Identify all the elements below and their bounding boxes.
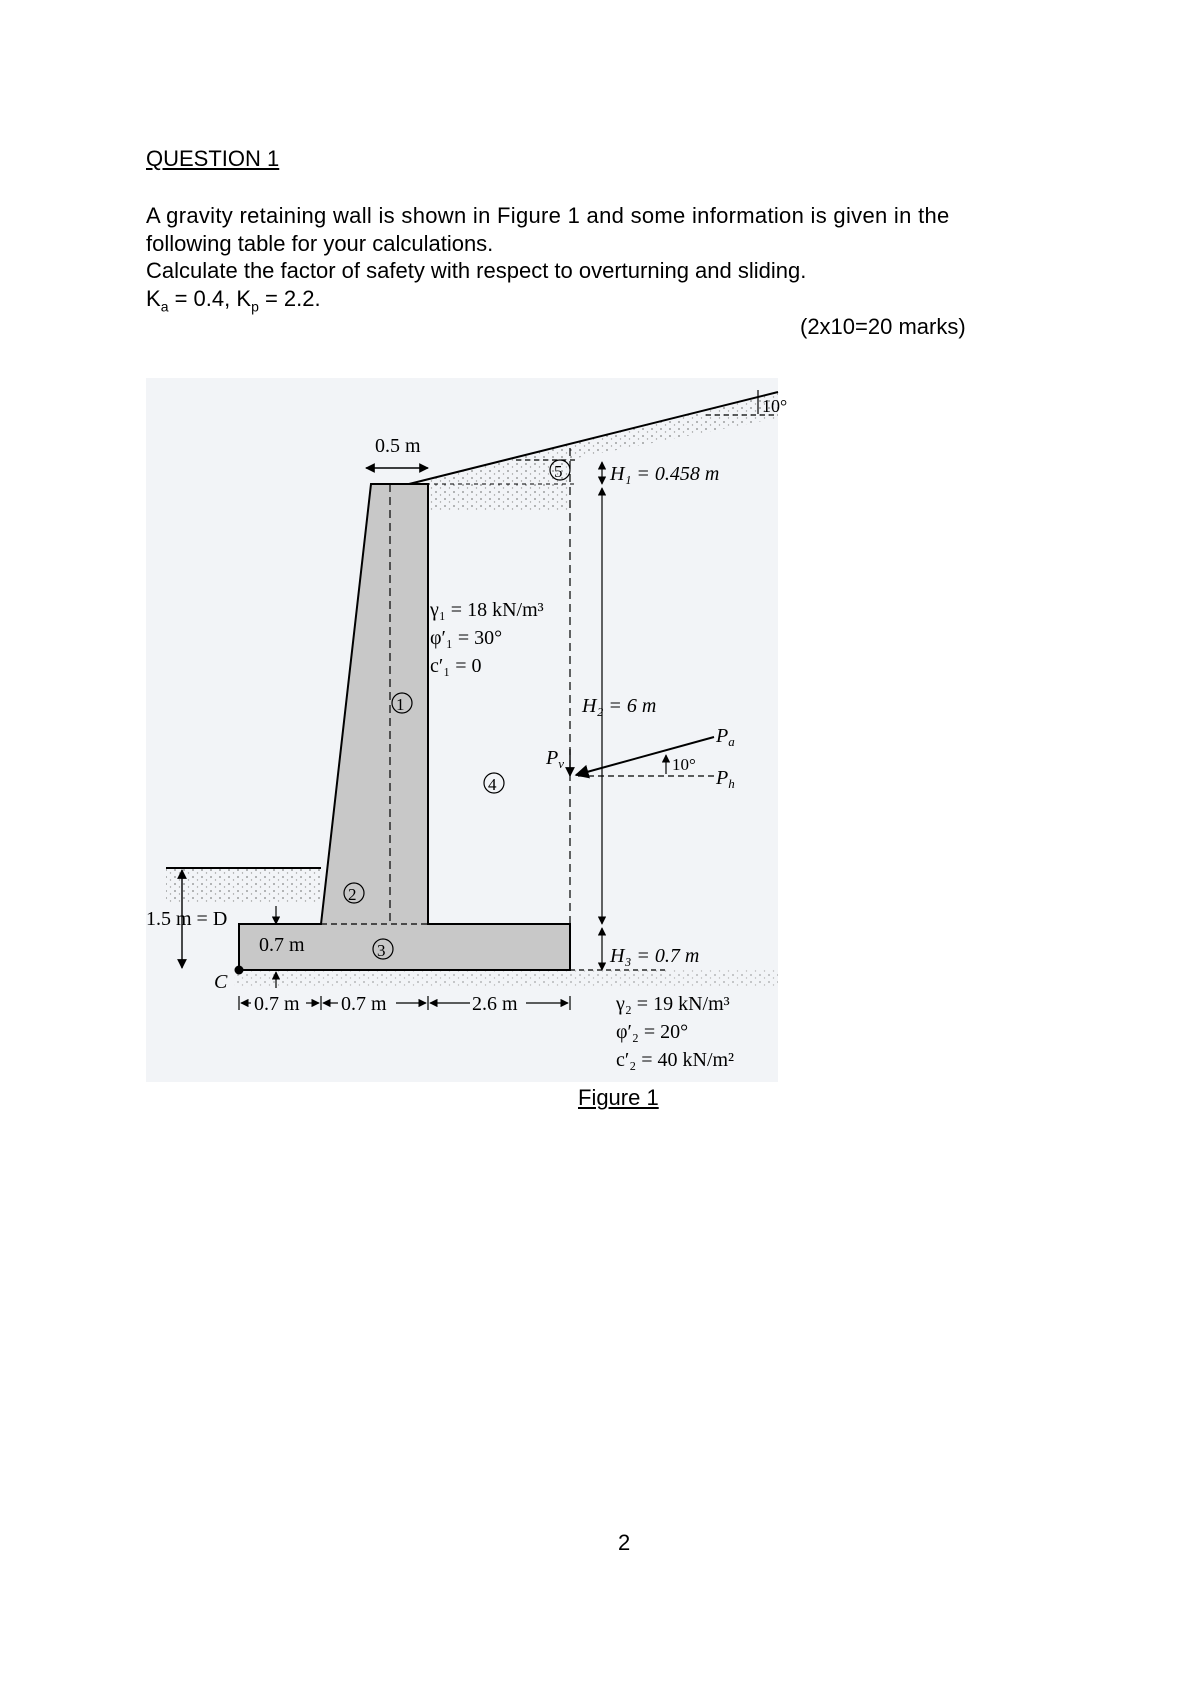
question-line-2: following table for your calculations. <box>146 230 494 256</box>
ph-main: P <box>716 767 729 789</box>
zone-3-label: 3 <box>377 941 386 960</box>
phi1-label: φ′₁ = 30° <box>430 627 503 649</box>
kp-subscript: p <box>251 297 259 314</box>
angle-top-label: 10° <box>762 396 788 416</box>
question-body <box>146 202 1106 320</box>
phi2-label: φ′₂ = 20° <box>616 1021 689 1043</box>
zone-2-label: 2 <box>348 885 357 904</box>
retaining-wall-diagram <box>146 378 788 1082</box>
h3-label: H₃ = 0.7 m <box>610 945 700 967</box>
question-line-1: A gravity retaining wall is shown in Figure 1 and some information is given in the <box>146 203 950 228</box>
toe-thickness-label: 0.7 m <box>259 934 305 956</box>
page-number: 2 <box>618 1530 631 1555</box>
point-c-marker <box>235 966 244 975</box>
pv-subscript: v <box>558 756 564 771</box>
toe-soil <box>166 868 321 904</box>
d-label: 1.5 m = D <box>146 908 228 930</box>
dim-heel-label: 2.6 m <box>472 993 518 1015</box>
pa-subscript: a <box>728 734 735 749</box>
h2-label: H₂ = 6 m <box>582 695 657 717</box>
c2-label: c′₂ = 40 kN/m² <box>616 1049 735 1071</box>
marks-allocation: (2x10=20 marks) <box>800 314 966 339</box>
figure-caption: Figure 1 <box>578 1085 659 1110</box>
zone-1-label: 1 <box>396 695 405 714</box>
foundation-soil <box>234 970 778 986</box>
point-c-label: C <box>214 971 228 993</box>
top-width-label: 0.5 m <box>375 435 421 457</box>
ka-value: = 0.4, <box>168 285 237 311</box>
question-line-3: Calculate the factor of safety with respect to overturning and sliding. <box>146 258 807 283</box>
dim-stem-label: 0.7 m <box>341 993 387 1015</box>
ka-subscript: a <box>160 297 169 314</box>
gamma2-label: γ₂ = 19 kN/m³ <box>616 993 730 1015</box>
question-title: QUESTION 1 <box>146 146 280 171</box>
retaining-wall-figure <box>146 378 788 1082</box>
ph-subscript: h <box>728 776 735 791</box>
h1-label: H₁ = 0.458 m <box>610 463 720 485</box>
pa-main: P <box>716 725 729 747</box>
kp-value: = 2.2. <box>258 285 321 311</box>
gamma1-label: γ₁ = 18 kN/m³ <box>430 599 544 621</box>
zone-5-label: 5 <box>554 462 563 481</box>
force-angle-label: 10° <box>672 755 696 774</box>
pv-main: P <box>546 747 559 769</box>
c1-label: c′₁ = 0 <box>430 655 482 677</box>
kp-label: K <box>236 285 252 311</box>
dim-toe-label: 0.7 m <box>254 993 300 1015</box>
zone-4-label: 4 <box>488 775 497 794</box>
ka-label: K <box>146 285 161 311</box>
